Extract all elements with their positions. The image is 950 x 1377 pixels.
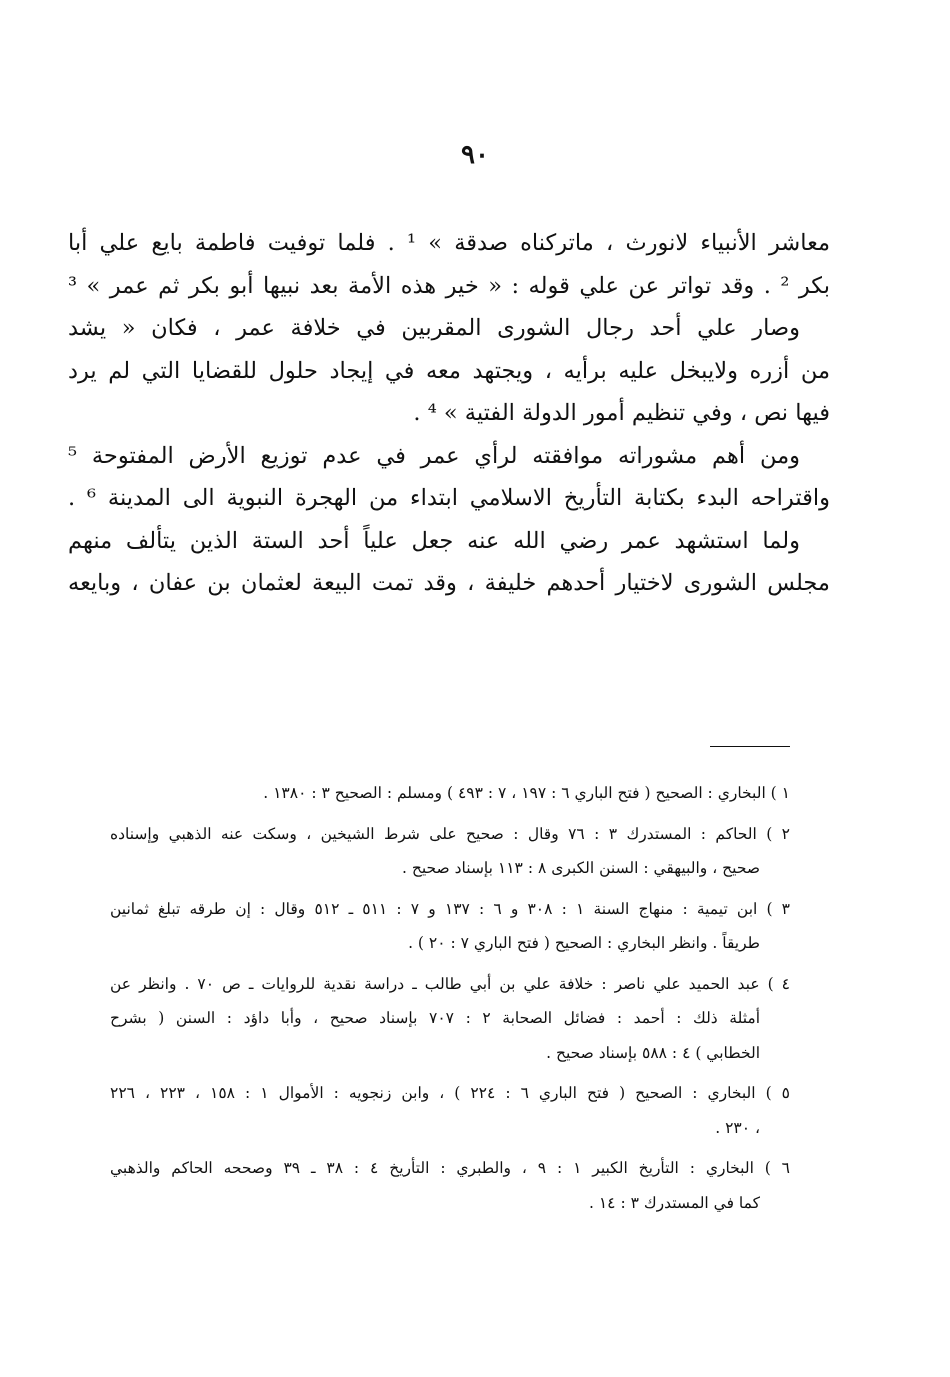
footnote-line: ٤ ) عبد الحميد علي ناصر : خلافة علي بن أبي طالب ـ دراسة نقدية للروايات ـ ص ٧٠ . وانظر عن <box>110 974 790 993</box>
body-line: ومن أهم مشوراته موافقته لرأي عمر في عدم توزيع الأرض المفتوحة ⁵ <box>68 442 800 469</box>
footnote-separator <box>710 746 790 747</box>
body-line: بكر ² . وقد تواتر عن علي قوله : « خير هذه الأمة بعد نبيها أبو بكر ثم عمر » ³ <box>68 272 830 299</box>
footnote-line: أمثلة ذلك : أحمد : فضائل الصحابة ٢ : ٧٠٧ بإسناد صحيح ، وأبا داؤد : السنن ( بشرح <box>110 1009 760 1027</box>
body-line: فيها نص ، وفي تنظيم أمور الدولة الفتية » ⁴ . <box>413 400 830 426</box>
footnote-line: صحيح ، والبيهقي : السنن الكبرى ٨ : ١١٣ بإسناد صحيح . <box>402 859 760 877</box>
body-line: واقتراحه البدء بكتابة التأريخ الاسلامي ابتداء من الهجرة النبوية الى المدينة ⁶ . <box>68 485 830 511</box>
body-line: ولما استشهد عمر رضي الله عنه جعل علياً أحد الستة الذين يتألف منهم <box>68 527 800 554</box>
footnote <box>110 776 790 811</box>
body-line: مجلس الشورى لاختيار أحدهم خليفة ، وقد تمت البيعة لعثمان بن عفان ، وبايعه <box>68 570 830 596</box>
footnote-line: ٦ ) البخاري : التأريخ الكبير ١ : ٩ ، والطبري : التأريخ ٤ : ٣٨ ـ ٣٩ وصححه الحاكم والذهبي <box>110 1159 790 1177</box>
footnote-line: ، ٢٣٠ . <box>715 1118 760 1137</box>
footnote <box>110 967 790 1071</box>
page-number: ٩٠ <box>461 140 489 170</box>
footnote <box>110 817 790 886</box>
footnote-line: ٥ ) البخاري : الصحيح ( فتح الباري ٦ : ٢٢٤ ) ، وابن زنجويه : الأموال ١ : ١٥٨ ، ٢٢٣ ، ٢٢٦ <box>110 1084 790 1102</box>
footnote-line: ٣ ) ابن تيمية : منهاج السنة ١ : ٣٠٨ و ٦ : ١٣٧ و ٧ : ٥١١ ـ ٥١٢ وقال : إن طرقه تبلغ ثمانين <box>110 899 790 918</box>
footnote <box>110 1151 790 1220</box>
footnote-line: الخطابي ) ٤ : ٥٨٨ بإسناد صحيح . <box>546 1043 760 1062</box>
body-line: معاشر الأنبياء لانورث ، ماتركناه صدقة » ¹ . فلما توفيت فاطمة بايع علي أبا <box>68 230 831 256</box>
footnote-line: طريقاً . وانظر البخاري : الصحيح ( فتح الباري ٧ : ٢٠ ) . <box>408 934 760 952</box>
footnote-line: ١ ) البخاري : الصحيح ( فتح الباري ٦ : ١٩٧ ، ٧ : ٤٩٣ ) ومسلم : الصحيح ٣ : ١٣٨٠ . <box>263 784 790 802</box>
body-line: وصار علي أحد رجال الشورى المقربين في خلافة عمر ، فكان « يشد <box>68 315 800 341</box>
footnote-line: ٢ ) الحاكم : المستدرك ٣ : ٧٦ وقال : صحيح على شرط الشيخين ، وسكت عنه الذهبي وإسناده <box>110 824 790 843</box>
footnotes <box>110 776 790 1226</box>
main-text <box>68 222 830 605</box>
footnote <box>110 1076 790 1145</box>
footnote-line: كما في المستدرك ٣ : ١٤ . <box>589 1193 760 1212</box>
body-line: من أزره ولايبخل عليه برأيه ، ويجتهد معه في إيجاد حلول للقضايا التي لم يرد <box>68 357 830 384</box>
footnote <box>110 892 790 961</box>
